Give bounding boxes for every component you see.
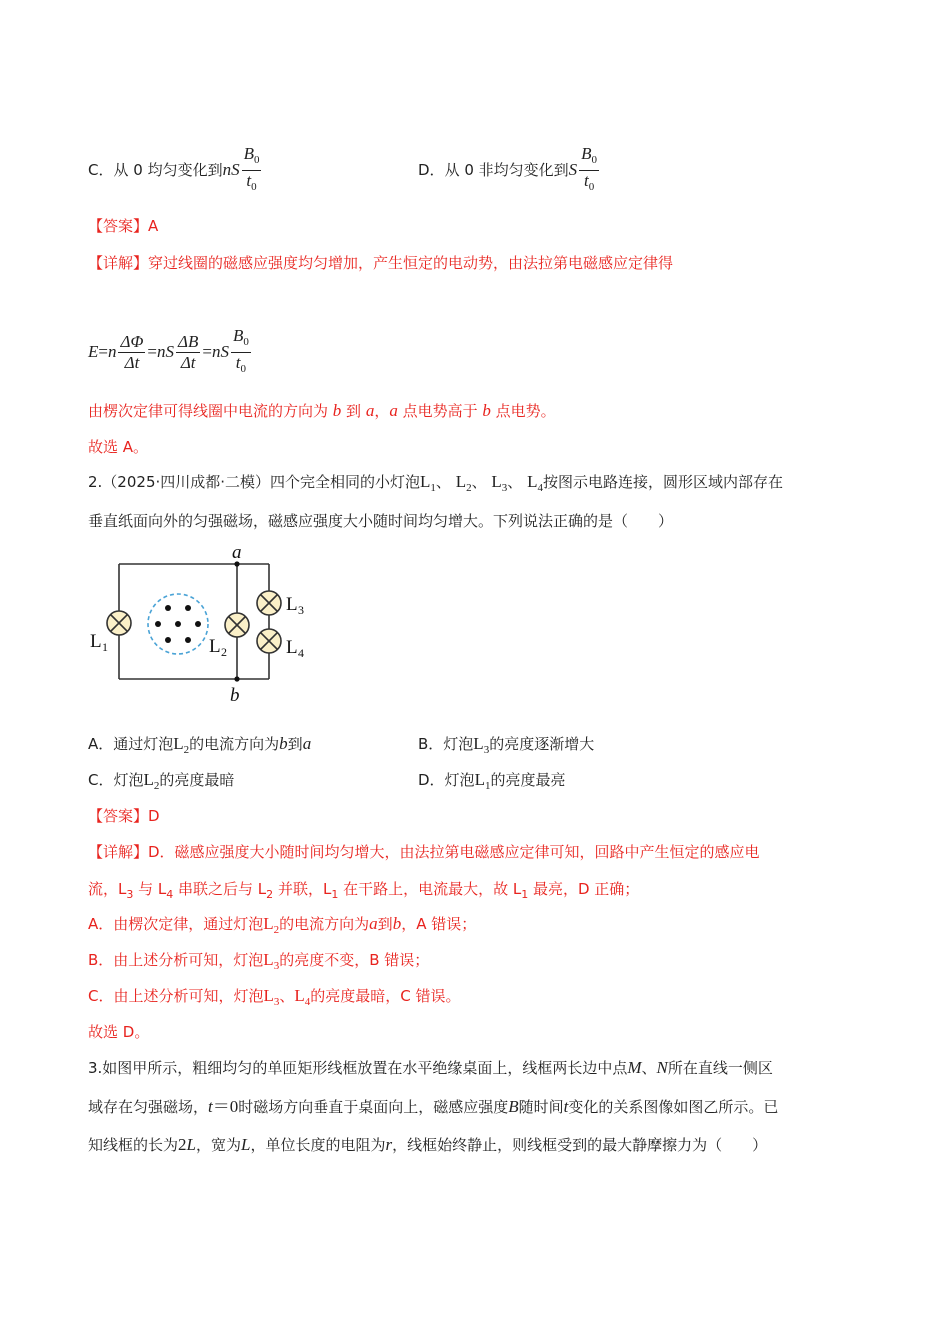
emf-formula: E=n $\frac{\Delta\Phi}{\Delta t}$ =nS $\frac{\Delta B}{\Delta t}$ =nS $\frac{B_0}{t_0}$: [88, 326, 249, 375]
q2-option-d: D．灯泡$L_1$的亮度最亮: [418, 770, 566, 792]
q3-stem-line1: 3.如图甲所示，粗细均匀的单匝矩形线框放置在水平绝缘桌面上，线框两长边中点M、N所在直线一侧区: [88, 1058, 773, 1077]
answer-1: 【答案】A: [88, 217, 159, 235]
lamp-l1: [107, 611, 131, 635]
q2-stem-line1: 2.（2025·四川成都·二模）四个完全相同的小灯泡$L_1$、 $L_2$、 $L_3$、 $L_4$按图示电路连接，圆形区域内部存在: [88, 472, 783, 494]
node-b: [234, 676, 239, 681]
detail-2-line3: A．由楞次定律，通过灯泡$L_2$的电流方向为a到b，A 错误；: [88, 914, 477, 936]
label-l4: L: [286, 637, 298, 658]
lamp-l2: [225, 613, 249, 637]
label-l3: L: [286, 594, 298, 615]
fraction-b0-over-t0: $\frac{B_0}{t_0}$: [243, 144, 260, 193]
lamp-l4: [257, 629, 281, 653]
fraction-b0-over-t0: $\frac{B_0}{t_0}$: [581, 144, 598, 193]
label-l2-sub: 2: [221, 645, 227, 659]
choose-2: 故选 D。: [88, 1023, 150, 1041]
lenz-statement: 由楞次定律可得线圈中电流的方向为 b 到 a，a 点电势高于 b 点电势。: [88, 401, 556, 420]
label-l3-sub: 3: [298, 603, 304, 617]
detail-2-line2: 流，$L_3$ 与 $L_4$ 串联之后与 $L_2$ 并联，$L_1$ 在干路上，电流最大，故 $L_1$ 最亮，D 正确；: [88, 880, 640, 901]
circuit-diagram: [80, 540, 340, 710]
q2-option-c: C．灯泡$L_2$的亮度最暗: [88, 770, 235, 792]
label-l2: L: [209, 636, 221, 657]
q3-stem-line2: 域存在匀强磁场，t＝0时磁场方向垂直于桌面向上，磁感应强度B随时间t变化的关系图像如图乙所示。已: [88, 1097, 779, 1116]
answer-2: 【答案】D: [88, 807, 160, 825]
q3-stem-line3: 知线框的长为2L，宽为L，单位长度的电阻为r，线框始终静止，则线框受到的最大静摩擦力为（ ）: [88, 1135, 768, 1154]
label-l4-sub: 4: [298, 646, 304, 660]
label-a: a: [232, 542, 242, 563]
q2-option-b: B．灯泡$L_3$的亮度逐渐增大: [418, 734, 595, 756]
label-b: b: [230, 685, 240, 706]
label-l1-sub: 1: [102, 640, 108, 654]
detail-1: 【详解】穿过线圈的磁感应强度均匀增加，产生恒定的电动势，由法拉第电磁感应定律得: [88, 254, 674, 272]
choose-1: 故选 A。: [88, 438, 149, 456]
option-c: C．从 0 均匀变化到nS $\frac{B_0}{t_0}$: [88, 144, 263, 197]
detail-2-line4: B．由上述分析可知，灯泡$L_3$的亮度不变，B 错误；: [88, 950, 430, 972]
q2-stem-line2: 垂直纸面向外的匀强磁场，磁感应强度大小随时间均匀增大。下列说法正确的是（ ）: [88, 512, 674, 530]
lamp-l3: [257, 591, 281, 615]
label-l1: L: [90, 631, 102, 652]
detail-2-line5: C．由上述分析可知，灯泡$L_3$、$L_4$的亮度最暗，C 错误。: [88, 986, 461, 1008]
option-d: D．从 0 非均匀变化到S $\frac{B_0}{t_0}$: [418, 144, 601, 197]
detail-2-line1: 【详解】D．磁感应强度大小随时间均匀增大，由法拉第电磁感应定律可知，回路中产生恒定的感应电: [88, 843, 760, 861]
q2-option-a: A．通过灯泡$L_2$的电流方向为b到a: [88, 734, 312, 756]
magnetic-field-region: [148, 594, 208, 654]
